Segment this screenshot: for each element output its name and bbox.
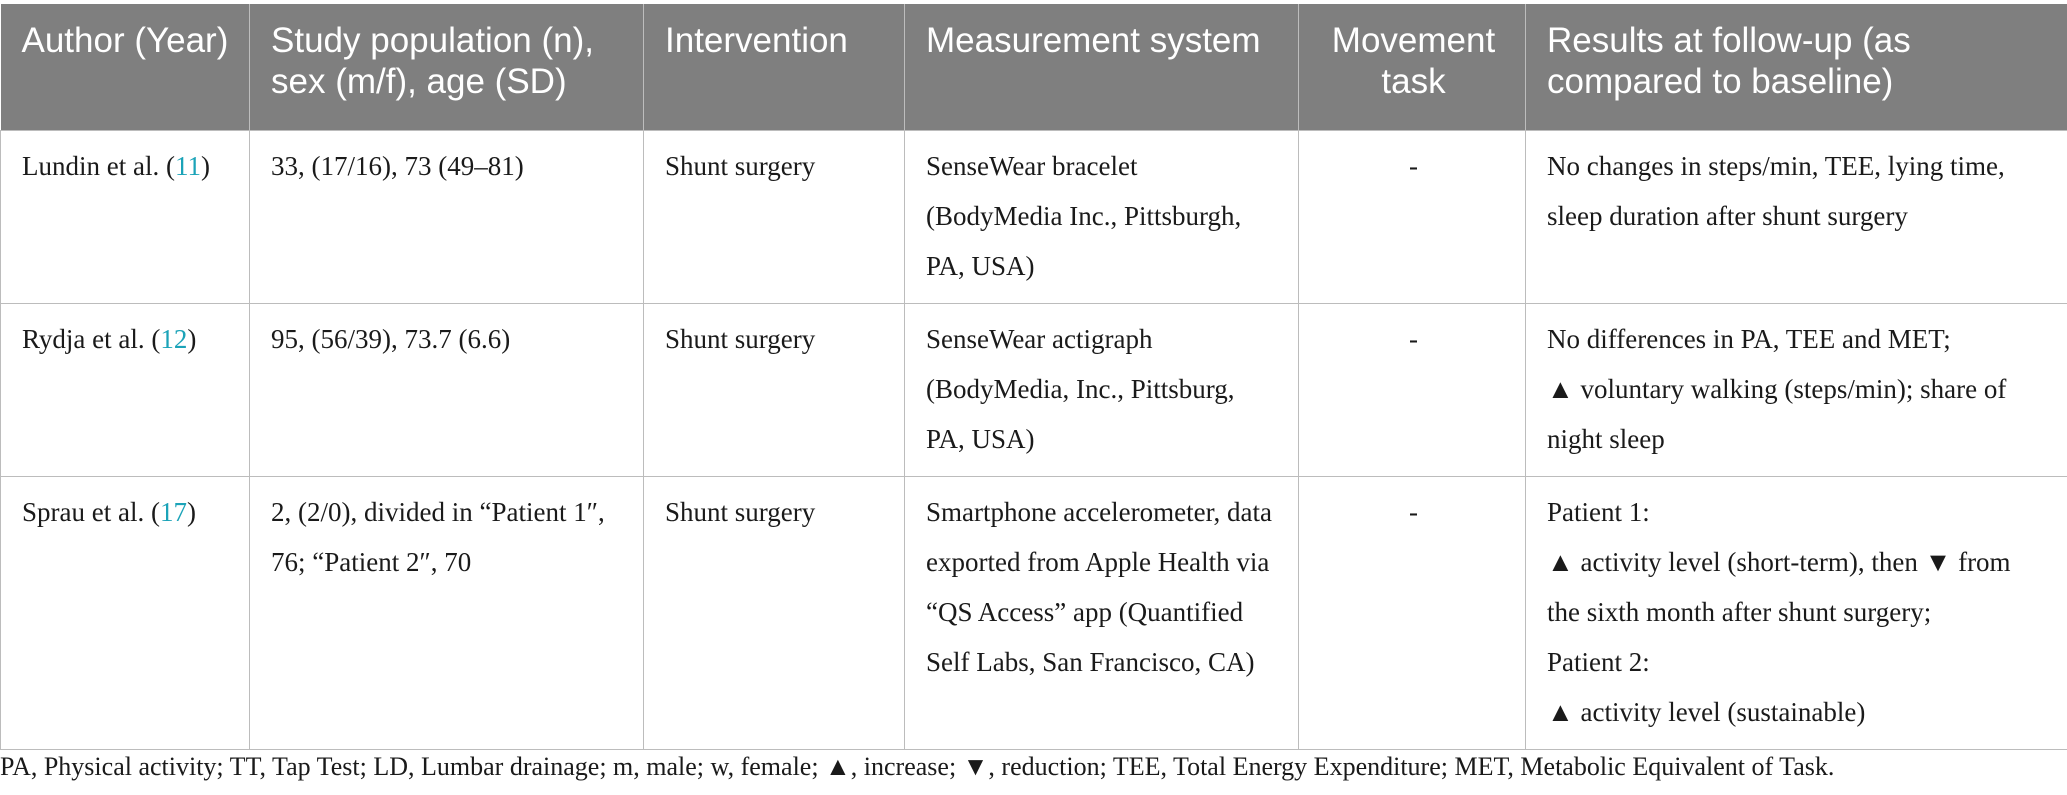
cell-results bbox=[1526, 476, 2067, 749]
header-measurement: Measurement system bbox=[905, 4, 1299, 130]
cell-movement-task: - bbox=[1299, 130, 1526, 303]
cell-movement-task: - bbox=[1299, 303, 1526, 476]
cell-measurement: SenseWear actigraph (BodyMedia, Inc., Pittsburg, PA, USA) bbox=[905, 303, 1299, 476]
reference-link[interactable]: 17 bbox=[159, 496, 187, 527]
result-line: No changes in steps/min, TEE, lying time, sleep duration after shunt surgery bbox=[1547, 150, 2005, 231]
header-author: Author (Year) bbox=[1, 4, 250, 130]
header-population: Study population (n), sex (m/f), age (SD) bbox=[250, 4, 644, 130]
table-row bbox=[1, 476, 2067, 749]
cell-results bbox=[1526, 130, 2067, 303]
header-intervention: Intervention bbox=[644, 4, 905, 130]
cell-measurement: SenseWear bracelet (BodyMedia Inc., Pittsburgh, PA, USA) bbox=[905, 130, 1299, 303]
cell-population: 33, (17/16), 73 (49–81) bbox=[250, 130, 644, 303]
result-line: ▲ voluntary walking (steps/min); share of night sleep bbox=[1547, 373, 2007, 454]
result-line: No differences in PA, TEE and MET; bbox=[1547, 323, 1951, 354]
table-header bbox=[1, 4, 2067, 130]
table-footnote: PA, Physical activity; TT, Tap Test; LD, Lumbar drainage; m, male; w, female; ▲, increase; ▼, reduction; TEE, Total Energy Expenditure; MET, Metabolic Equivalent of Task. bbox=[0, 752, 1835, 781]
header-row bbox=[1, 4, 2067, 130]
header-movement-task: Movement task bbox=[1299, 4, 1526, 130]
header-results: Results at follow-up (as compared to baseline) bbox=[1526, 4, 2067, 130]
cell-intervention: Shunt surgery bbox=[644, 476, 905, 749]
reference-link[interactable]: 12 bbox=[160, 323, 188, 354]
cell-population: 95, (56/39), 73.7 (6.6) bbox=[250, 303, 644, 476]
result-line: Patient 1: bbox=[1547, 496, 1650, 527]
cell-results bbox=[1526, 303, 2067, 476]
table-row bbox=[1, 303, 2067, 476]
cell-intervention: Shunt surgery bbox=[644, 303, 905, 476]
table-body bbox=[1, 130, 2067, 749]
result-line: Patient 2: bbox=[1547, 646, 1650, 677]
cell-intervention: Shunt surgery bbox=[644, 130, 905, 303]
cell-population: 2, (2/0), divided in “Patient 1″, 76; “Patient 2″, 70 bbox=[250, 476, 644, 749]
results-table bbox=[0, 4, 2067, 750]
reference-link[interactable]: 11 bbox=[174, 150, 201, 181]
table-row bbox=[1, 130, 2067, 303]
cell-author: Lundin et al. (11) bbox=[1, 130, 250, 303]
cell-movement-task: - bbox=[1299, 476, 1526, 749]
result-line: ▲ activity level (short-term), then ▼ from the sixth month after shunt surgery; bbox=[1547, 546, 2011, 627]
cell-measurement: Smartphone accelerometer, data exported from Apple Health via “QS Access” app (Quantified Self Labs, San Francisco, CA) bbox=[905, 476, 1299, 749]
cell-author: Sprau et al. (17) bbox=[1, 476, 250, 749]
result-line: ▲ activity level (sustainable) bbox=[1547, 696, 1866, 727]
results-table-container bbox=[0, 4, 2067, 750]
cell-author: Rydja et al. (12) bbox=[1, 303, 250, 476]
